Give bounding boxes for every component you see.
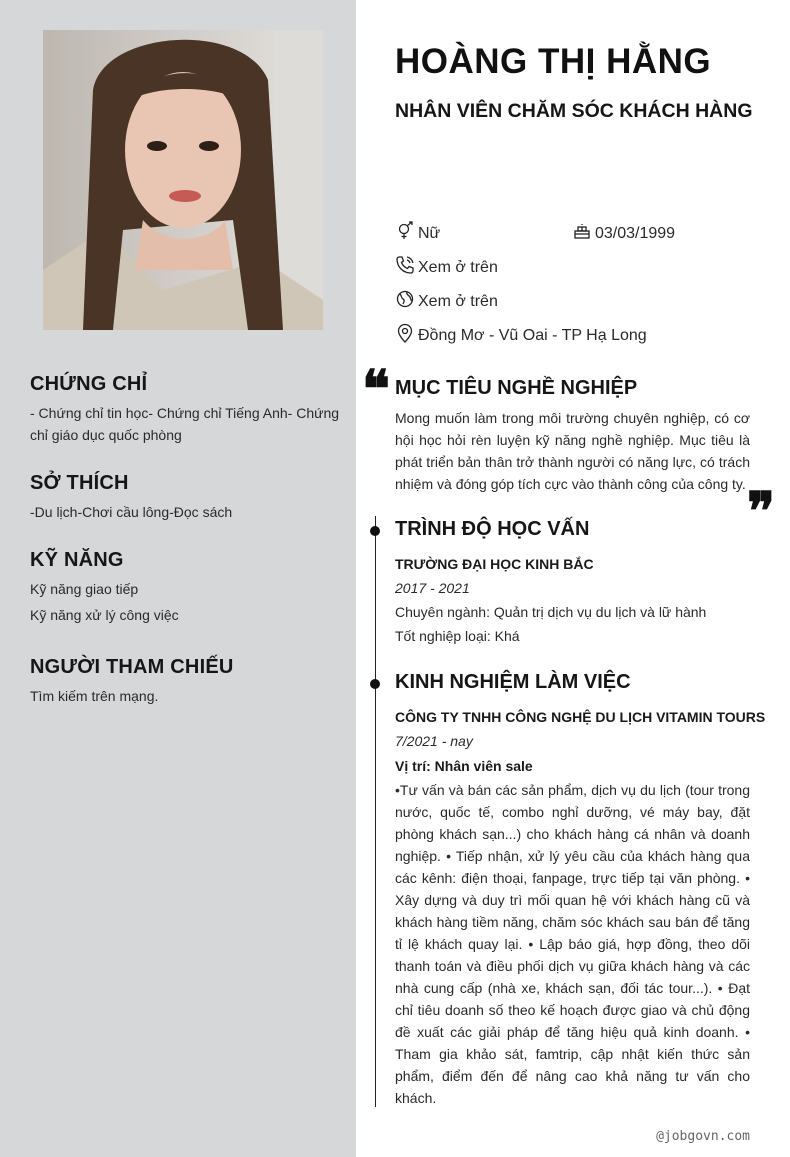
skills-section xyxy=(30,549,340,628)
timeline-line xyxy=(375,516,376,1107)
references-section xyxy=(30,656,340,707)
address-info xyxy=(395,323,647,348)
references-title: NGƯỜI THAM CHIẾU xyxy=(30,656,234,678)
website-info xyxy=(395,289,498,314)
profile-photo xyxy=(43,30,323,330)
candidate-name: HOÀNG THỊ HẰNG xyxy=(395,42,712,81)
company-name: CÔNG TY TNHH CÔNG NGHỆ DU LỊCH VITAMIN TOURS xyxy=(395,709,766,725)
birthday-value: 03/03/1999 xyxy=(595,224,676,242)
sidebar xyxy=(0,0,356,1157)
skills-list xyxy=(30,576,340,628)
gender-info xyxy=(395,221,440,246)
open-quote-icon: ❝ xyxy=(362,359,390,420)
phone-info xyxy=(395,255,498,280)
birthday-info xyxy=(572,221,675,246)
experience-title: KINH NGHIỆM LÀM VIỆC xyxy=(395,671,631,693)
job-title: NHÂN VIÊN CHĂM SÓC KHÁCH HÀNG xyxy=(395,100,753,122)
experience-position: Vị trí: Nhân viên sale xyxy=(395,758,533,774)
hobbies-section xyxy=(30,472,340,523)
gender-icon xyxy=(395,221,418,246)
education-title: TRÌNH ĐỘ HỌC VẤN xyxy=(395,518,590,540)
references-text: Tìm kiếm trên mạng. xyxy=(30,688,159,704)
certificates-section xyxy=(30,373,340,446)
website-value: Xem ở trên xyxy=(418,292,498,310)
skill-item: Kỹ năng xử lý công việc xyxy=(30,607,179,623)
cake-icon xyxy=(572,221,595,246)
globe-icon xyxy=(395,289,418,314)
education-major: Chuyên ngành: Quản trị dịch vụ du lịch và lữ hành xyxy=(395,604,707,620)
skills-title: KỸ NĂNG xyxy=(30,549,124,571)
certificates-text: - Chứng chỉ tin học- Chứng chỉ Tiếng Anh- Chứng chỉ giáo dục quốc phòng xyxy=(30,405,340,443)
school-name: TRƯỜNG ĐẠI HỌC KINH BẮC xyxy=(395,556,594,572)
education-grade: Tốt nghiệp loại: Khá xyxy=(395,628,520,644)
timeline-dot xyxy=(370,679,380,689)
hobbies-title: SỞ THÍCH xyxy=(30,472,129,494)
objective-title: MỤC TIÊU NGHỀ NGHIỆP xyxy=(395,377,638,399)
phone-icon xyxy=(395,255,418,280)
objective-text: Mong muốn làm trong môi trường chuyên nghiệp, có cơ hội học hỏi rèn luyện kỹ năng nghề nghiệp. Mục tiêu là phát triển bản thân trở thành người có năng lực, có trách nhiệm và đóng góp tích cực vào thành công của công ty. xyxy=(395,410,750,492)
watermark: @jobgovn.com xyxy=(656,1129,750,1144)
timeline-dot xyxy=(370,526,380,536)
gender-value: Nữ xyxy=(418,224,441,242)
address-value: Đồng Mơ - Vũ Oai - TP Hạ Long xyxy=(418,326,647,344)
close-quote-icon: ❞ xyxy=(747,481,775,542)
certificates-title: CHỨNG CHỈ xyxy=(30,373,148,395)
education-period: 2017 - 2021 xyxy=(395,580,470,596)
hobbies-text: -Du lịch-Chơi cầu lông-Đọc sách xyxy=(30,504,233,520)
location-pin-icon xyxy=(395,323,418,348)
experience-description: •Tư vấn và bán các sản phẩm, dịch vụ du lịch (tour trong nước, quốc tế, combo nghỉ dưỡng, vé máy bay, đặt phòng khách sạn...) cho khách hàng cá nhân và doanh nghiệp. • Tiếp nhận, xử lý yêu cầu của khách hàng qua các kênh: điện thoại, fanpage, trực tiếp tại văn phòng. • Xây dựng và duy trì mối quan hệ với khách hàng cũ và khách hàng tiềm năng, chăm sóc khách sau bán để tăng tỉ lệ khách quay lại. • Lập báo giá, hợp đồng, theo dõi thanh toán và điều phối dịch vụ giữa khách hàng và các nhà cung cấp (nhà xe, khách sạn, đối tác tour...). • Đạt chỉ tiêu doanh số theo kế hoạch được giao và chủ động đề xuất các giải pháp để tăng hiệu quả kinh doanh. • Tham gia khảo sát, famtrip, cập nhật kiến thức sản phẩm, điểm đến để nâng cao khả năng tư vấn cho khách. xyxy=(395,782,750,1106)
skill-item: Kỹ năng giao tiếp xyxy=(30,581,139,597)
phone-value: Xem ở trên xyxy=(418,258,498,276)
experience-period: 7/2021 - nay xyxy=(395,733,473,749)
